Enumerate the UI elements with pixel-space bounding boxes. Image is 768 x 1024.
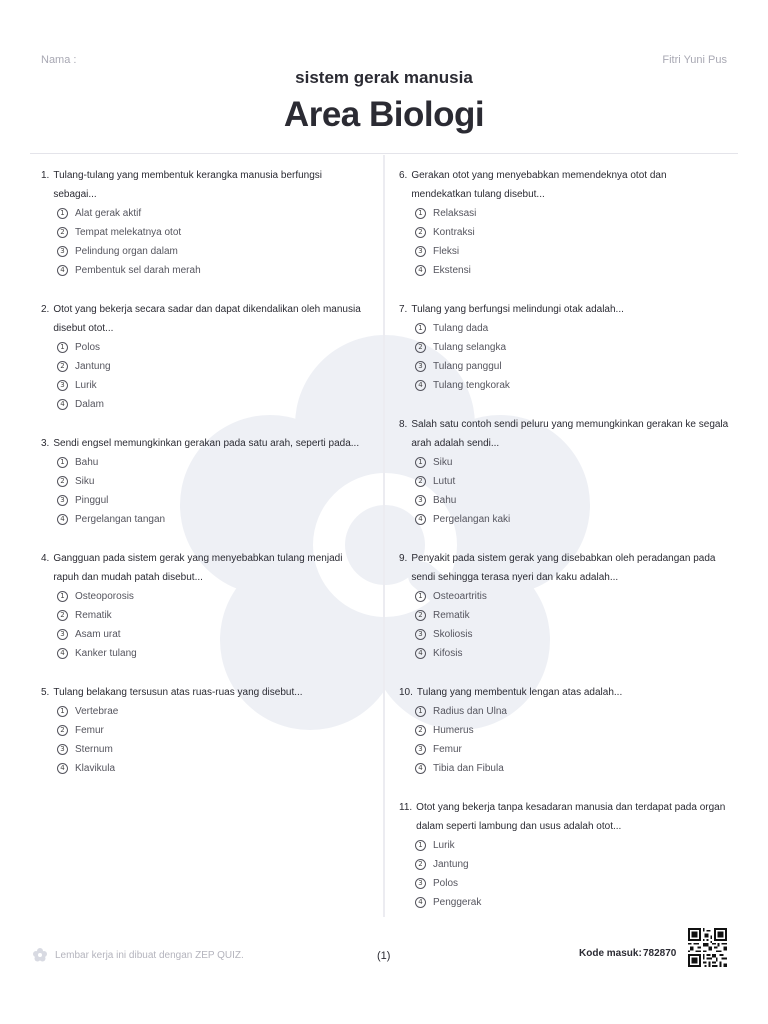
option-number-circle-icon: 3 [415,744,426,755]
question-5 [41,683,361,778]
question-11 [399,798,729,912]
question-number: 2. [41,304,50,315]
option-text: Pelindung organ dalam [75,246,178,257]
option-number-circle-icon: 2 [415,476,426,487]
answer-option[interactable] [415,338,729,357]
question-text: Salah satu contoh sendi peluru yang memungkinkan gerakan ke segala arah adalah sendi... [411,419,729,449]
option-text: Humerus [433,725,474,736]
answer-option[interactable] [415,319,729,338]
question-text: Tulang yang berfungsi melindungi otak adalah... [411,304,624,315]
option-number-circle-icon: 1 [57,342,68,353]
option-number-circle-icon: 4 [415,648,426,659]
option-text: Rematik [433,610,470,621]
option-text: Femur [75,725,104,736]
option-text: Lutut [433,476,456,487]
option-number-circle-icon: 4 [415,514,426,525]
answer-option[interactable] [57,491,361,510]
option-text: Tulang dada [433,323,489,334]
option-number-circle-icon: 3 [415,246,426,257]
option-text: Tulang selangka [433,342,507,353]
option-number-circle-icon: 3 [57,246,68,257]
option-text: Relaksasi [433,208,477,219]
option-number-circle-icon: 3 [57,495,68,506]
question-text: Tulang yang membentuk lengan atas adalah... [416,687,623,698]
question-1 [41,166,361,280]
option-number-circle-icon: 4 [57,265,68,276]
answer-option[interactable] [415,855,729,874]
answer-option[interactable] [415,587,729,606]
option-number-circle-icon: 2 [57,610,68,621]
question-3 [41,434,361,529]
answer-option[interactable] [57,510,361,529]
option-text: Kifosis [433,648,463,659]
option-number-circle-icon: 2 [57,361,68,372]
question-number: 10. [399,687,413,698]
option-number-circle-icon: 1 [57,591,68,602]
answer-option[interactable] [57,702,361,721]
option-number-circle-icon: 2 [415,342,426,353]
answer-option[interactable] [415,204,729,223]
option-text: Polos [433,878,459,889]
option-number-circle-icon: 4 [57,514,68,525]
option-text: Penggerak [433,897,482,908]
option-text: Polos [75,342,101,353]
option-number-circle-icon: 4 [415,763,426,774]
option-text: Tibia dan Fibula [433,763,504,774]
option-text: Rematik [75,610,112,621]
option-number-circle-icon: 4 [57,399,68,410]
question-10 [399,683,729,778]
answer-option[interactable] [415,740,729,759]
question-text: Tulang belakang tersusun atas ruas-ruas yang disebut... [53,687,303,698]
option-number-circle-icon: 4 [415,380,426,391]
option-text: Klavikula [75,763,116,774]
answer-option[interactable] [57,338,361,357]
option-number-circle-icon: 2 [57,725,68,736]
qr-code-icon[interactable] [688,928,727,967]
option-number-circle-icon: 3 [415,495,426,506]
question-column-left [41,166,361,778]
answer-option[interactable] [57,223,361,242]
question-8 [399,415,729,529]
option-text: Lurik [75,380,97,391]
answer-option[interactable] [57,740,361,759]
option-number-circle-icon: 1 [415,323,426,334]
option-number-circle-icon: 2 [415,227,426,238]
option-number-circle-icon: 3 [57,629,68,640]
answer-option[interactable] [57,606,361,625]
option-text: Bahu [75,457,99,468]
option-text: Jantung [75,361,111,372]
option-text: Sternum [75,744,113,755]
option-text: Pergelangan tangan [75,514,166,525]
option-number-circle-icon: 1 [415,591,426,602]
answer-option[interactable] [415,836,729,855]
answer-option[interactable] [415,644,729,663]
option-number-circle-icon: 1 [415,706,426,717]
option-number-circle-icon: 2 [57,227,68,238]
answer-option[interactable] [415,242,729,261]
option-text: Osteoporosis [75,591,134,602]
answer-option[interactable] [415,261,729,280]
option-number-circle-icon: 3 [57,380,68,391]
option-text: Femur [433,744,462,755]
answer-option[interactable] [57,204,361,223]
answer-option[interactable] [57,721,361,740]
entry-code: 782870 [643,948,677,959]
question-9 [399,549,729,663]
question-number: 9. [399,553,408,564]
footer-credit: Lembar kerja ini dibuat dengan ZEP QUIZ. [55,950,244,961]
option-number-circle-icon: 1 [415,840,426,851]
option-text: Skoliosis [433,629,473,640]
answer-option[interactable] [415,491,729,510]
option-text: Kanker tulang [75,648,137,659]
option-number-circle-icon: 4 [57,648,68,659]
answer-option[interactable] [415,721,729,740]
answer-option[interactable] [415,472,729,491]
answer-option[interactable] [415,357,729,376]
entry-code-label: Kode masuk: [579,948,642,959]
question-number: 5. [41,687,50,698]
answer-option[interactable] [415,702,729,721]
question-4 [41,549,361,663]
question-text: Otot yang bekerja tanpa kesadaran manusia dan terdapat pada organ dalam seperti lambung dan usus adalah otot... [416,802,726,832]
option-number-circle-icon: 2 [57,476,68,487]
answer-option[interactable] [57,472,361,491]
option-text: Pinggul [75,495,109,506]
column-divider [383,155,385,917]
option-number-circle-icon: 4 [57,763,68,774]
option-text: Osteoartritis [433,591,487,602]
option-text: Vertebrae [75,706,119,717]
answer-option[interactable] [415,625,729,644]
answer-option[interactable] [415,759,729,778]
answer-option[interactable] [415,223,729,242]
answer-option[interactable] [415,453,729,472]
option-number-circle-icon: 1 [57,706,68,717]
page-footer [0,940,768,970]
name-field-label: Nama : [41,54,77,66]
question-number: 4. [41,553,50,564]
question-7 [399,300,729,395]
option-text: Asam urat [75,629,121,640]
option-text: Tempat melekatnya otot [75,227,182,238]
answer-option[interactable] [57,625,361,644]
question-number: 8. [399,419,408,430]
header-divider [30,153,738,154]
zep-quiz-logo-icon [33,948,47,962]
answer-option[interactable] [57,376,361,395]
answer-option[interactable] [57,395,361,414]
author-name: Fitri Yuni Pus [662,54,727,66]
option-text: Ekstensi [433,265,471,276]
option-text: Kontraksi [433,227,475,238]
question-2 [41,300,361,414]
option-number-circle-icon: 3 [57,744,68,755]
question-number: 11. [399,802,413,813]
option-number-circle-icon: 4 [415,897,426,908]
answer-option[interactable] [415,376,729,395]
question-text: Gerakan otot yang menyebabkan memendeknya otot dan mendekatkan tulang disebut... [411,170,667,200]
question-text: Tulang-tulang yang membentuk kerangka manusia berfungsi sebagai... [53,170,323,200]
answer-option[interactable] [57,242,361,261]
option-text: Tulang panggul [433,361,502,372]
question-text: Sendi engsel memungkinkan gerakan pada satu arah, seperti pada... [53,438,360,449]
option-text: Dalam [75,399,104,410]
option-number-circle-icon: 3 [415,361,426,372]
option-number-circle-icon: 4 [415,265,426,276]
question-text: Penyakit pada sistem gerak yang disebabkan oleh peradangan pada sendi sehingga terasa nyeri dan kaku adalah... [411,553,716,583]
page-number: (1) [377,950,391,962]
worksheet-subtitle: sistem gerak manusia [295,68,473,87]
question-column-right [399,166,729,912]
option-text: Bahu [433,495,457,506]
option-number-circle-icon: 1 [415,208,426,219]
option-text: Tulang tengkorak [433,380,510,391]
answer-option[interactable] [415,606,729,625]
question-number: 7. [399,304,408,315]
option-number-circle-icon: 2 [415,859,426,870]
option-number-circle-icon: 1 [415,457,426,468]
option-text: Siku [75,476,95,487]
answer-option[interactable] [57,453,361,472]
option-text: Jantung [433,859,469,870]
answer-option[interactable] [57,644,361,663]
answer-option[interactable] [57,587,361,606]
answer-option[interactable] [415,893,729,912]
question-number: 6. [399,170,408,181]
option-number-circle-icon: 1 [57,208,68,219]
answer-option[interactable] [57,357,361,376]
option-text: Alat gerak aktif [75,208,142,219]
option-number-circle-icon: 3 [415,878,426,889]
question-number: 3. [41,438,50,449]
answer-option[interactable] [415,510,729,529]
answer-option[interactable] [57,261,361,280]
option-text: Lurik [433,840,455,851]
question-6 [399,166,729,280]
option-number-circle-icon: 3 [415,629,426,640]
option-number-circle-icon: 1 [57,457,68,468]
option-number-circle-icon: 2 [415,610,426,621]
question-text: Gangguan pada sistem gerak yang menyebabkan tulang menjadi rapuh dan mudah patah disebut... [53,553,343,583]
option-text: Pergelangan kaki [433,514,511,525]
worksheet-title: Area Biologi [283,95,485,134]
option-text: Fleksi [433,246,460,257]
question-text: Otot yang bekerja secara sadar dan dapat dikendalikan oleh manusia disebut otot... [53,304,361,334]
option-number-circle-icon: 2 [415,725,426,736]
answer-option[interactable] [57,759,361,778]
question-number: 1. [41,170,50,181]
option-text: Pembentuk sel darah merah [75,265,201,276]
option-text: Radius dan Ulna [433,706,507,717]
answer-option[interactable] [415,874,729,893]
option-text: Siku [433,457,453,468]
